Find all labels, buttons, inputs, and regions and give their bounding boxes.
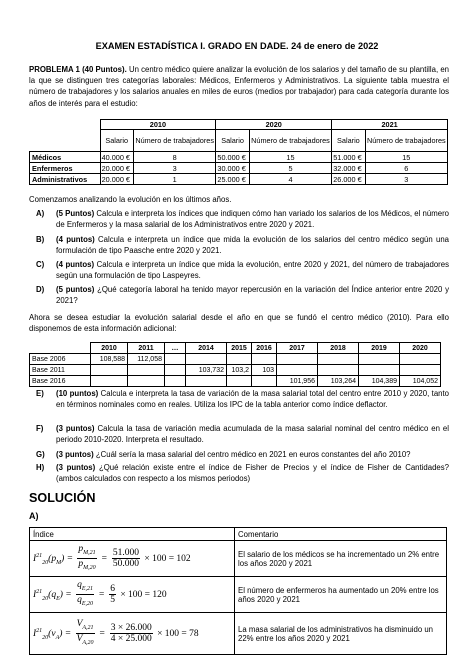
table-cell: 51.000 €: [332, 152, 365, 163]
table2-header: …: [165, 343, 186, 354]
table-cell: 1: [133, 174, 215, 185]
question-c: [36, 260, 449, 281]
table-cell: 20.000 €: [100, 174, 133, 185]
table2-header: 2010: [91, 343, 128, 354]
table-row: [30, 174, 448, 185]
question-text: Calcula e interpreta un índice que mida la evolución, entre 2020 y 2021, del número de trabajadores según una formulación de tipo Laspeyres.: [56, 260, 449, 280]
lead-text: Ahora se desea estudiar la evolución salarial desde el año en que se fundó el centro médico (2010). Para ello disponemos de esta información adicional:: [29, 313, 449, 334]
table1-subheader: Número de trabajadores: [365, 130, 447, 152]
table2-header: 2020: [400, 343, 441, 354]
exam-title: EXAMEN ESTADÍSTICA I. GRADO EN DADE. 24 de enero de 2022: [95, 41, 379, 51]
question-points: (3 puntos): [56, 450, 94, 459]
table-row: [30, 163, 448, 174]
table1-subheader: Salario: [216, 130, 249, 152]
table1-subheader: Salario: [332, 130, 365, 152]
table-cell: 15: [249, 152, 331, 163]
table-cell: 6: [365, 163, 447, 174]
question-key: H): [36, 463, 45, 472]
table-cell: 104,389: [359, 376, 400, 387]
table-row: [30, 376, 441, 387]
question-key: E): [36, 389, 44, 398]
question-e: [36, 389, 449, 410]
table-row: [30, 541, 447, 577]
table-cell: 20.000 €: [100, 163, 133, 174]
table2-header: 2016: [252, 343, 277, 354]
index-formula: $I^{21}_{20}(p_M)$ = $\frac{p_{M,21}}{p_{M,20}}$ = $\frac{51.000}{50.000}$ × 100 = 102: [30, 541, 235, 577]
solution-part-label: A): [29, 511, 39, 521]
solution-heading: SOLUCIÓN: [29, 491, 96, 505]
lead-text: Comenzamos analizando la evolución en los últimos años.: [29, 195, 232, 204]
question-points: (3 puntos): [56, 424, 95, 433]
table-cell: 32.000 €: [332, 163, 365, 174]
table-cell: 3: [365, 174, 447, 185]
salary-workers-table: [29, 119, 448, 185]
question-key: D): [36, 285, 45, 294]
table1-subheader: Salario: [100, 130, 133, 152]
solution-col-header: Comentario: [235, 528, 447, 541]
row-label: Enfermeros: [30, 163, 101, 174]
table1-subheader: Número de trabajadores: [249, 130, 331, 152]
row-label: Administrativos: [30, 174, 101, 185]
table2-header: 2019: [359, 343, 400, 354]
question-g: [36, 450, 449, 461]
table-cell: 5: [249, 163, 331, 174]
table-cell: 26.000 €: [332, 174, 365, 185]
question-f: [36, 424, 449, 445]
table2-header: 2014: [186, 343, 227, 354]
question-a: [36, 209, 449, 230]
table-cell: 104,052: [400, 376, 441, 387]
problem1-heading: PROBLEMA 1 (40 Puntos).: [29, 65, 127, 74]
table-cell: 30.000 €: [216, 163, 249, 174]
cpi-table: [29, 342, 441, 387]
question-key: C): [36, 260, 45, 269]
question-text: Calcula e interpreta la tasa de variación de la masa salarial total del centro entre 2010 y 2020, tanto en términos nominales como en reales. Utiliza los IPC de la tabla anterior como índice deflactor.: [56, 389, 449, 409]
table-cell: 101,956: [277, 376, 318, 387]
index-formula: $I^{21}_{20}(v_A)$ = $\frac{V_{A,21}}{V_{A,20}}$ = $\frac{3 \times 26.000}{4 \times 25.000}$ × 100 = 78: [30, 613, 235, 655]
question-points: (4 puntos): [56, 235, 95, 244]
index-comment: La masa salarial de los administrativos ha disminuido un 22% entre los años 2020 y 2021: [235, 613, 447, 655]
table2-header: 2018: [318, 343, 359, 354]
question-h: [36, 463, 449, 484]
table-cell: 8: [133, 152, 215, 163]
question-text: Calcula e interpreta un índice que mida la evolución de los salarios del centro médico según una formulación de tipo Paasche entre 2020 y 2021.: [56, 235, 449, 255]
row-label: Base 2011: [30, 365, 91, 376]
solution-col-header: Índice: [30, 528, 235, 541]
table1-year-header: 2021: [332, 120, 448, 130]
question-key: A): [36, 209, 45, 218]
question-points: (4 puntos): [56, 260, 95, 269]
question-key: G): [36, 450, 45, 459]
question-text: Calcula e interpreta los índices que indiquen cómo han variado los salarios de los Médicos, el número de Enfermeros y la masa salarial de los Administrativos entre 2020 y 2021.: [56, 209, 449, 229]
table-row: [30, 152, 448, 163]
table-cell: 4: [249, 174, 331, 185]
question-text: ¿Qué categoría laboral ha tenido mayor repercusión en la variación del Índice anterior entre 2020 y 2021?: [56, 285, 449, 305]
table2-header: 2011: [128, 343, 165, 354]
question-points: (5 Puntos): [56, 209, 95, 218]
solution-table: [29, 527, 447, 655]
table-row: [30, 577, 447, 613]
problem1-intro: [29, 64, 449, 109]
question-d: [36, 285, 449, 306]
question-b: [36, 235, 449, 256]
table2-header: 2017: [277, 343, 318, 354]
table-cell: 103,732: [186, 365, 227, 376]
question-points: (5 puntos): [56, 285, 95, 294]
table-row: [30, 613, 447, 655]
index-formula: $I^{21}_{20}(q_E)$ = $\frac{q_{E,21}}{q_{E,20}}$ = $\frac{6}{5}$ × 100 = 120: [30, 577, 235, 613]
question-text: ¿Cuál sería la masa salarial del centro médico en 2021 en euros constantes del año 2010?: [93, 450, 411, 459]
table-row: [30, 354, 441, 365]
table-cell: 50.000 €: [216, 152, 249, 163]
table-row: [30, 365, 441, 376]
table-cell: 103,264: [318, 376, 359, 387]
table1-year-header: 2020: [216, 120, 332, 130]
table1-year-header: 2010: [100, 120, 216, 130]
index-comment: El número de enfermeros ha aumentado un 20% entre los años 2020 y 2021: [235, 577, 447, 613]
row-label: Base 2006: [30, 354, 91, 365]
question-key: B): [36, 235, 45, 244]
question-text: ¿Qué relación existe entre el índice de Fisher de Precios y el índice de Fisher de Cantidades? (ambos calculados con respecto a los mismos periodos): [56, 463, 449, 483]
table-cell: 112,058: [128, 354, 165, 365]
table-cell: 40.000 €: [100, 152, 133, 163]
question-points: (10 puntos): [56, 389, 99, 398]
table1-subheader: Número de trabajadores: [133, 130, 215, 152]
row-label: Base 2016: [30, 376, 91, 387]
row-label: Médicos: [30, 152, 101, 163]
question-text: Calcula la tasa de variación media acumulada de la masa salarial nominal del centro médico en el periodo 2010-2020. Interpreta el resultado.: [56, 424, 449, 444]
index-comment: El salario de los médicos se ha incrementado un 2% entre los años 2020 y 2021: [235, 541, 447, 577]
question-key: F): [36, 424, 44, 433]
table-cell: 15: [365, 152, 447, 163]
table-cell: 103,2: [227, 365, 252, 376]
question-points: (3 puntos): [56, 463, 96, 472]
table-cell: 3: [133, 163, 215, 174]
table2-header: 2015: [227, 343, 252, 354]
table-cell: 108,588: [91, 354, 128, 365]
problem1-intro-text: Un centro médico quiere analizar la evolución de los salarios y del tamaño de su plantilla, en la que se distinguen tres categorías laborales: Médicos, Enfermeros y Administrativos. La siguiente tabla muestra el número de trabajadores y los salarios anuales en miles de euros (medios por trabajador) para cada categoría durante los años de interés para el estudio:: [29, 65, 449, 108]
table-cell: 25.000 €: [216, 174, 249, 185]
table-cell: 103: [252, 365, 277, 376]
